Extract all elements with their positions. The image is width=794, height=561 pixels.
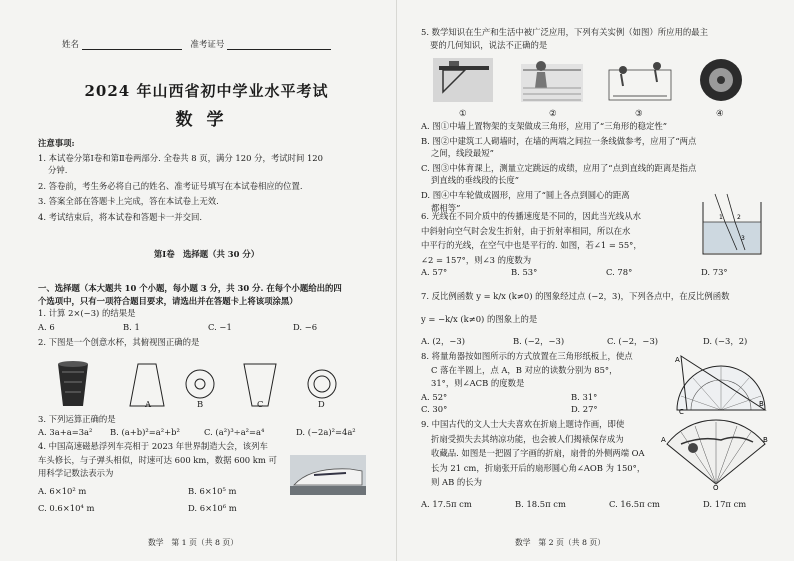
q6-line: 中斜射向空气时会发生折射，由于折射率相同，所以在水 — [421, 225, 631, 236]
q8-line: C 落在半圆上，点 A，B 对应的读数分别为 85°， — [431, 364, 618, 375]
q8-line: 8. 将量角器按如图所示的方式放置在三角形纸板上，使点 — [421, 351, 633, 361]
q9-option-b[interactable]: B. 18.5π cm — [515, 499, 566, 509]
q7-options — [421, 335, 786, 348]
angle-2-label: 2 — [737, 214, 741, 221]
q7-option-c[interactable]: C. (−2，−3) — [607, 336, 659, 347]
q1-option-c[interactable]: C. −1 — [208, 321, 232, 332]
question-7 — [421, 290, 786, 348]
angle-3-label: 3 — [741, 235, 745, 242]
q2-label-b[interactable]: B — [197, 399, 204, 409]
question-9 — [421, 418, 681, 489]
q6-option-d[interactable]: D. 73° — [701, 267, 728, 277]
name-label: 姓名 — [62, 40, 80, 50]
q3-stem: 3. 下列运算正确的是 — [38, 414, 116, 424]
exam-title: 2024 年山西省初中学业水平考试 — [84, 82, 329, 100]
q5-option-a[interactable]: A. 图①中墙上置物架的支架做成三角形，应用了“三角形的稳定性” — [421, 121, 668, 131]
notice-item: 4. 考试结束后，将本试卷和答题卡一并交回. — [38, 211, 203, 222]
q5-option-b-cont: 之间，线段最短” — [431, 148, 494, 159]
q4-option-c[interactable]: C. 0.6×10⁴ m — [38, 503, 95, 514]
ticket-blank — [227, 40, 331, 50]
q3-option-b[interactable]: B. (a+b)²=a²+b² — [110, 426, 180, 437]
q8-line: 31°，则∠ACB 的度数是 — [431, 378, 525, 389]
question-5 — [421, 26, 786, 51]
q8-options-row1 — [421, 391, 681, 404]
q9-line: 9. 中国古代的文人士大夫喜欢在折扇上题诗作画，即使 — [421, 419, 625, 429]
q2-stem: 2. 下图是一个创意水杯，其俯视图正确的是 — [38, 337, 200, 347]
footer-left: 数学 第 1 页（共 8 页） — [148, 538, 239, 547]
fig-label-3: ③ — [635, 108, 643, 118]
q4-option-a[interactable]: A. 6×10² m — [38, 485, 87, 496]
wheel-figure — [700, 59, 742, 101]
part1-instructions — [38, 282, 383, 307]
q3-option-a[interactable]: A. 3a+a=3a² — [38, 426, 93, 437]
q1-option-b[interactable]: B. 1 — [123, 321, 140, 332]
q2-label-c[interactable]: C — [257, 399, 264, 409]
point-a-label: A — [675, 356, 680, 364]
q5-figures — [431, 56, 751, 108]
q3-options — [38, 426, 383, 439]
notice-heading: 注意事项: — [38, 138, 75, 148]
q7-line-2: y = −k/x (k≠0) 的图象上的是 — [421, 313, 538, 324]
option-b-view — [186, 370, 214, 398]
q9-line: 折扇受损失去其纳凉功能，也会被人们揭裱保存成为 — [431, 433, 624, 444]
q5-fig-labels — [431, 107, 751, 117]
q7-option-d[interactable]: D. (−3，2) — [703, 336, 748, 347]
question-2 — [38, 336, 378, 349]
page-2 — [397, 0, 794, 561]
q1-stem: 1. 计算 2×(−3) 的结果是 — [38, 308, 136, 318]
name-blank — [82, 40, 182, 50]
q6-options — [421, 266, 786, 279]
q6-beaker-figure — [697, 192, 767, 258]
notice-item: 2. 答卷前，考生务必将自己的姓名、准考证号填写在本试卷相应的位置. — [38, 180, 303, 191]
q9-line: 则 AB 的长为 — [431, 477, 483, 488]
q8-option-b[interactable]: B. 31° — [571, 391, 598, 402]
option-d-view — [308, 370, 336, 398]
q1-options — [38, 321, 378, 334]
name-ticket-line — [62, 38, 331, 50]
jump-figure — [609, 62, 671, 100]
part1-heading: 第Ⅰ卷 选择题（共 30 分） — [153, 249, 260, 259]
q9-option-c[interactable]: C. 16.5π cm — [609, 499, 660, 509]
q1-option-d[interactable]: D. −6 — [293, 321, 318, 332]
q6-line: 中平行的光线，在空气中也是平行的. 如图，若∠1 = 55°， — [421, 240, 642, 251]
instruction-line: 一、选择题（本大题共 10 个小题，每小题 3 分，共 30 分. 在每个小题给出的四 — [38, 283, 342, 293]
q7-option-b[interactable]: B. (−2，−3) — [513, 336, 565, 347]
q8-option-a[interactable]: A. 52° — [421, 391, 448, 402]
q5-option-d[interactable]: D. 图④中车轮做成圆形，应用了“圆上各点到圆心的距离 — [421, 189, 630, 200]
q5-line: 5. 数学知识在生产和生活中被广泛应用，下列有关实例（如图）所应用的最主 — [421, 27, 709, 37]
q6-line: ∠2 = 157°，则∠3 的度数为 — [421, 254, 532, 265]
question-8 — [421, 350, 681, 416]
notice-item: 1. 本试卷分第Ⅰ卷和第Ⅱ卷两部分. 全卷共 8 页，满分 120 分，考试时间 120 — [38, 152, 323, 163]
q4-line: 车头修长，与子弹头相似，时速可达 600 km，数据 600 km 可 — [38, 454, 277, 465]
q5-option-c[interactable]: C. 图③中体育课上，测量立定跳远的成绩，应用了“点到直线的距离是指点 — [421, 162, 697, 173]
q6-option-a[interactable]: A. 57° — [421, 267, 448, 277]
point-b-label: B — [759, 400, 764, 408]
q8-option-c[interactable]: C. 30° — [421, 404, 448, 415]
q7-line-1: 7. 反比例函数 y = k/x (k≠0) 的图象经过点 (−2，3)，下列各点中，在反比例函数 — [421, 291, 730, 301]
q4-option-b[interactable]: B. 6×10⁵ m — [188, 485, 237, 496]
q6-option-b[interactable]: B. 53° — [511, 267, 538, 277]
q9-line: 收藏品. 如图是一把圆了字画的折扇，扇骨的外侧两端 OA — [431, 448, 645, 459]
fan-point-a-label: A — [661, 436, 666, 444]
q1-option-a[interactable]: A. 6 — [38, 321, 55, 332]
angle-1-label: 1 — [719, 214, 723, 221]
q6-option-c[interactable]: C. 78° — [606, 267, 633, 277]
q4-option-d[interactable]: D. 6×10⁶ m — [188, 503, 237, 514]
q5-line: 要的几何知识，说法不正确的是 — [430, 39, 548, 50]
q6-line: 6. 光线在不同介质中的传播速度是不同的，因此当光线从水 — [421, 211, 642, 221]
question-1 — [38, 307, 378, 333]
ticket-label: 准考证号 — [190, 40, 225, 50]
q4-options-row2 — [38, 502, 383, 515]
point-c-label: C — [679, 408, 684, 414]
subject-title: 数学 — [175, 110, 238, 130]
q2-labels — [48, 398, 338, 410]
notice-item: 分钟. — [48, 165, 68, 176]
instruction-line: 个选项中，只有一项符合题目要求，请选出并在答题卡上将该项涂黑） — [38, 295, 298, 306]
q4-line: 用科学记数法表示为 — [38, 468, 114, 479]
wall-figure — [521, 61, 583, 102]
q5-option-b[interactable]: B. 图②中建筑工人砌墙时，在墙的两端之间拉一条线做参考，应用了“两点 — [421, 135, 697, 146]
q5-option-c-cont: 到直线的垂线段的长度” — [431, 175, 520, 186]
q4-line: 4. 中国高速磁悬浮列车亮相于 2023 年世界制造大会，该列车 — [38, 441, 268, 451]
fig-label-1: ① — [459, 108, 467, 118]
q3-option-c[interactable]: C. (a²)³÷a²=a⁴ — [204, 426, 265, 437]
notice-item: 3. 答案全部在答题卡上完成，答在本试卷上无效. — [38, 196, 219, 207]
fig-label-2: ② — [549, 108, 557, 118]
q9-fan-figure — [661, 418, 771, 490]
q9-options — [421, 498, 786, 511]
question-3 — [38, 413, 383, 438]
q2-label-d[interactable]: D — [318, 399, 325, 409]
q5-option-d-cont: 都相等” — [431, 202, 461, 213]
train-image — [290, 455, 366, 495]
shelf-figure — [433, 58, 493, 102]
question-6 — [421, 210, 691, 266]
fan-point-o-label: O — [713, 484, 719, 490]
fan-point-b-label: B — [763, 436, 768, 444]
q3-option-d[interactable]: D. (−2a)²=4a² — [296, 426, 356, 437]
q2-label-a[interactable]: A — [145, 399, 152, 409]
q7-option-a[interactable]: A. (2，−3) — [421, 336, 465, 347]
fig-label-4: ④ — [716, 108, 724, 118]
q9-line: 长为 21 cm，折扇张开后的扇形圆心角∠AOB 为 150°， — [431, 462, 646, 473]
footer-right: 数学 第 2 页（共 8 页） — [515, 538, 606, 547]
q8-protractor-figure — [673, 352, 769, 414]
q9-option-a[interactable]: A. 17.5π cm — [421, 499, 472, 509]
q8-option-d[interactable]: D. 27° — [571, 404, 598, 415]
q8-options-row2 — [421, 403, 681, 416]
q9-option-d[interactable]: D. 17π cm — [703, 499, 747, 509]
notice-section — [38, 137, 378, 224]
